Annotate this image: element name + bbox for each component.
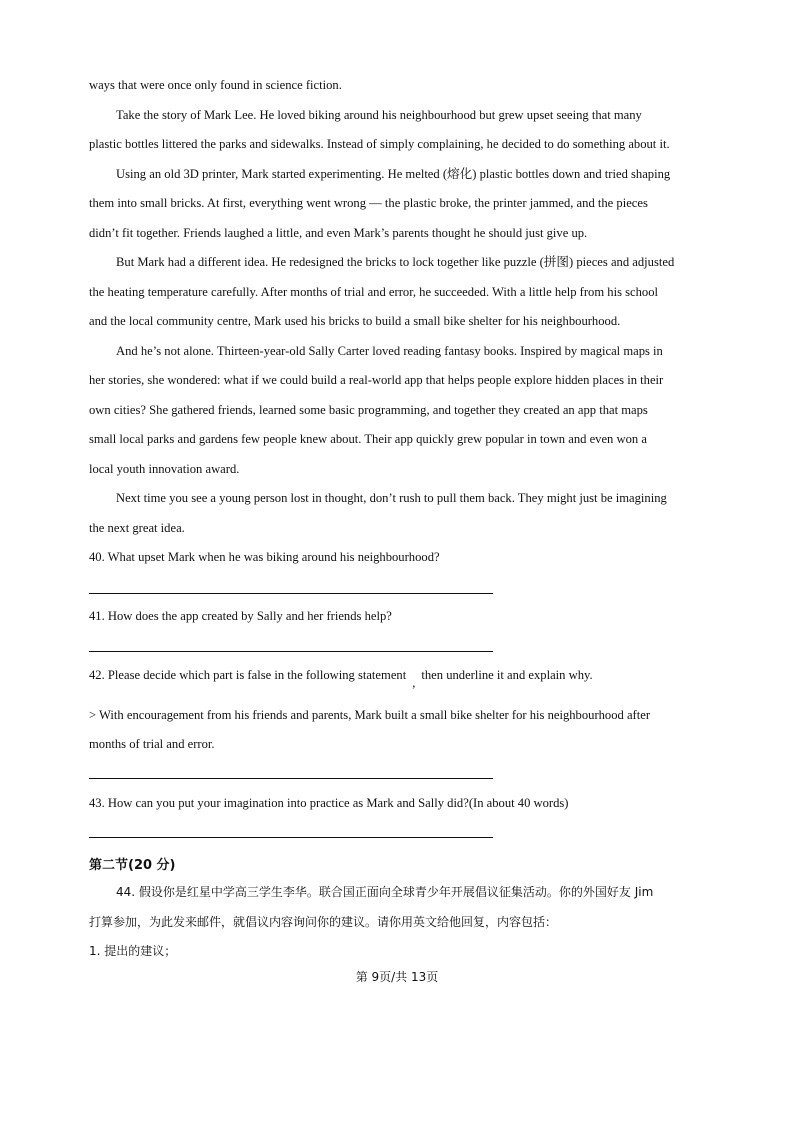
passage-line: ways that were once only found in science fiction. bbox=[89, 78, 342, 92]
passage-line: and the local community centre, Mark used his bricks to build a small bike shelter for his neighbourhood. bbox=[89, 314, 621, 328]
question-42 bbox=[89, 667, 593, 690]
answer-line-40[interactable] bbox=[89, 593, 493, 594]
question-43: 43. How can you put your imagination into practice as Mark and Sally did?(In about 40 words) bbox=[89, 796, 569, 810]
passage-line: Using an old 3D printer, Mark started experimenting. He melted (熔化) plastic bottles down and tried shaping bbox=[116, 167, 671, 181]
writing-task-prompt: 打算参加，为此发来邮件，就倡议内容询问你的建议。请你用英文给他回复，内容包括： bbox=[89, 915, 558, 929]
page-number: 第 9页/共 13页 bbox=[355, 970, 439, 984]
passage-line: But Mark had a different idea. He redesigned the bricks to lock together like puzzle (拼图) pieces and adjusted bbox=[116, 255, 675, 269]
answer-line-43[interactable] bbox=[89, 837, 493, 838]
passage-line: plastic bottles littered the parks and sidewalks. Instead of simply complaining, he decided to do something about it. bbox=[89, 137, 670, 151]
passage-line: the heating temperature carefully. After months of trial and error, he succeeded. With a little help from his school bbox=[89, 285, 659, 299]
passage-line: Take the story of Mark Lee. He loved biking around his neighbourhood but grew upset seeing that many bbox=[116, 108, 642, 122]
answer-line-41[interactable] bbox=[89, 651, 493, 652]
passage-line: small local parks and gardens few people knew about. Their app quickly grew popular in town and even won a bbox=[89, 432, 647, 446]
passage-line: the next great idea. bbox=[89, 521, 185, 535]
passage-line: And he’s not alone. Thirteen-year-old Sally Carter loved reading fantasy books. Inspired by magical maps in bbox=[116, 344, 663, 358]
passage-line: own cities? She gathered friends, learned some basic programming, and together they created an app that maps bbox=[89, 403, 648, 417]
section-heading: 第二节(20 分) bbox=[89, 858, 176, 873]
question-42-comma: , bbox=[412, 676, 416, 690]
passage-line: didn’t fit together. Friends laughed a little, and even Mark’s parents thought he should just give up. bbox=[89, 226, 588, 240]
passage-line: local youth innovation award. bbox=[89, 462, 240, 476]
passage-line: her stories, she wondered: what if we could build a real-world app that helps people explore hidden places in their bbox=[89, 373, 664, 387]
writing-task-item: 1. 提出的建议； bbox=[89, 944, 177, 958]
question-41: 41. How does the app created by Sally and her friends help? bbox=[89, 609, 392, 623]
answer-line-42[interactable] bbox=[89, 778, 493, 779]
question-42-prompt: 42. Please decide which part is false in the following statement bbox=[89, 668, 407, 682]
passage-line: Next time you see a young person lost in thought, don’t rush to pull them back. They might just be imagining bbox=[116, 491, 667, 505]
question-40: 40. What upset Mark when he was biking around his neighbourhood? bbox=[89, 550, 440, 564]
writing-task-prompt: 44. 假设你是红星中学高三学生李华。联合国正面向全球青少年开展倡议征集活动。你的外国好友 Jim bbox=[116, 885, 654, 899]
passage-line: them into small bricks. At first, everything went wrong — the plastic broke, the printer jammed, and the pieces bbox=[89, 196, 648, 210]
question-42-statement: > With encouragement from his friends and parents, Mark built a small bike shelter for his neighbourhood after bbox=[89, 708, 651, 722]
question-42-prompt-end: then underline it and explain why. bbox=[421, 668, 593, 682]
question-42-statement: months of trial and error. bbox=[89, 737, 215, 751]
